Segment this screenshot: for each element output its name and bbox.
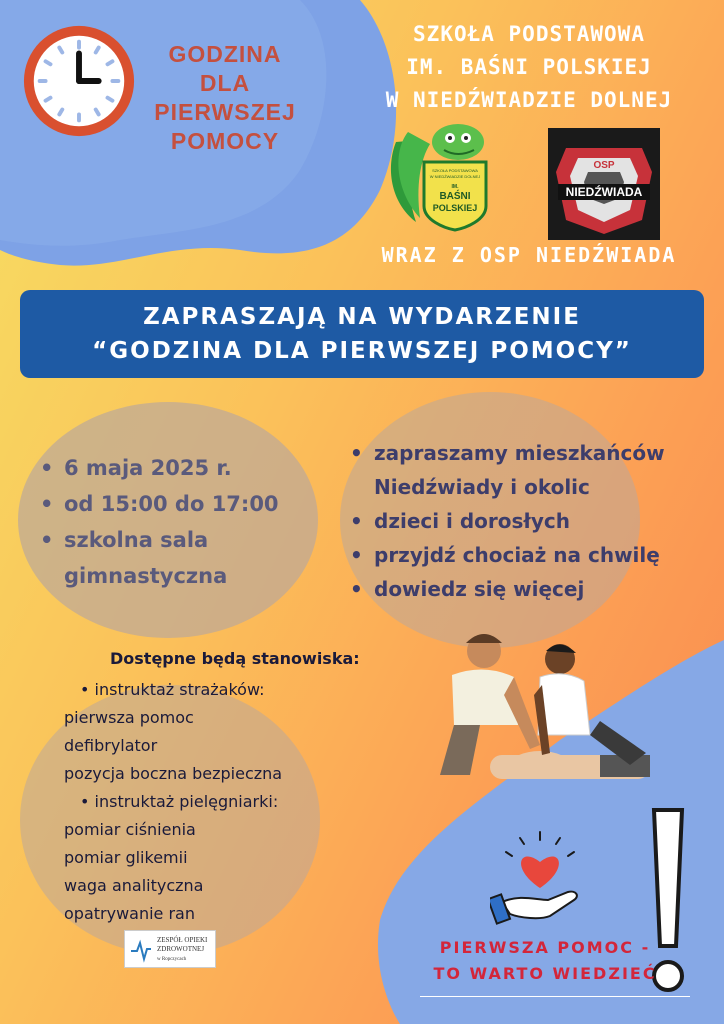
heart-hand-icon: [490, 830, 590, 930]
list-item: pozycja boczna bezpieczna: [64, 764, 283, 783]
station-group-firefighters: • instruktaż strażaków:: [64, 676, 282, 704]
list-item: • przyjdź chociaż na chwilę: [374, 538, 724, 572]
footer-divider: [420, 996, 690, 997]
svg-text:POLSKIEJ: POLSKIEJ: [432, 203, 478, 213]
svg-text:BAŚNI: BAŚNI: [439, 191, 471, 202]
event-details-list: [40, 450, 279, 594]
osp-logo: [548, 128, 660, 240]
station-group-nurse: • instruktaż pielęgniarki:: [64, 788, 282, 816]
event-date: • 6 maja 2025 r.: [64, 450, 279, 486]
footer-slogan: PIERWSZA POMOC - TO WARTO WIEDZIEĆ: [433, 938, 657, 983]
svg-text:W NIEDŹWIADZIE DOLNEJ: W NIEDŹWIADZIE DOLNEJ: [429, 174, 481, 179]
invitation-banner: [20, 290, 704, 378]
list-item: • zapraszamy mieszkańców Niedźwiady i okolic: [374, 436, 724, 504]
list-item: • dzieci i dorosłych: [374, 504, 724, 538]
event-place: • szkolna sala gimnastyczna: [64, 522, 274, 594]
cpr-illustration: [430, 625, 654, 800]
list-item: defibrylator: [64, 736, 158, 755]
list-item: pomiar glikemii: [64, 848, 188, 867]
zoz-logo: [124, 930, 216, 968]
svg-text:ZESPÓŁ OPIEKI: ZESPÓŁ OPIEKI: [157, 936, 208, 944]
svg-text:OSP: OSP: [593, 160, 615, 171]
list-item: waga analityczna: [64, 876, 204, 895]
svg-text:SZKOŁA PODSTAWOWA: SZKOŁA PODSTAWOWA: [432, 168, 478, 173]
school-name: SZKOŁA PODSTAWOWA IM. BAŚNI POLSKIEJ W NIEDŹWIADZIE DOLNEJ: [385, 22, 673, 112]
banner-line-1: ZAPRASZAJĄ NA WYDARZENIE: [143, 304, 581, 330]
svg-text:IM.: IM.: [451, 184, 459, 190]
svg-text:w Ropczycach: w Ropczycach: [157, 957, 187, 962]
list-item: opatrywanie ran: [64, 904, 195, 923]
stations-list: [64, 676, 282, 928]
svg-text:ZDROWOTNEJ: ZDROWOTNEJ: [157, 945, 205, 953]
dragon-logo: [386, 122, 498, 232]
list-item: • dowiedz się więcej: [374, 572, 724, 606]
clock-icon: [20, 22, 138, 140]
invitation-list: [350, 436, 724, 606]
with-osp-text: WRAZ Z OSP NIEDŹWIADA: [381, 243, 677, 267]
list-item: pierwsza pomoc: [64, 708, 194, 727]
list-item: pomiar ciśnienia: [64, 820, 196, 839]
banner-line-2: “GODZINA DLA PIERWSZEJ POMOCY”: [92, 338, 632, 364]
event-time: • od 15:00 do 17:00: [64, 486, 279, 522]
stations-title: Dostępne będą stanowiska:: [110, 649, 360, 668]
event-title-tag: GODZINA DLA PIERWSZEJ POMOCY: [154, 41, 296, 154]
svg-text:NIEDŹWIADA: NIEDŹWIADA: [565, 185, 643, 199]
